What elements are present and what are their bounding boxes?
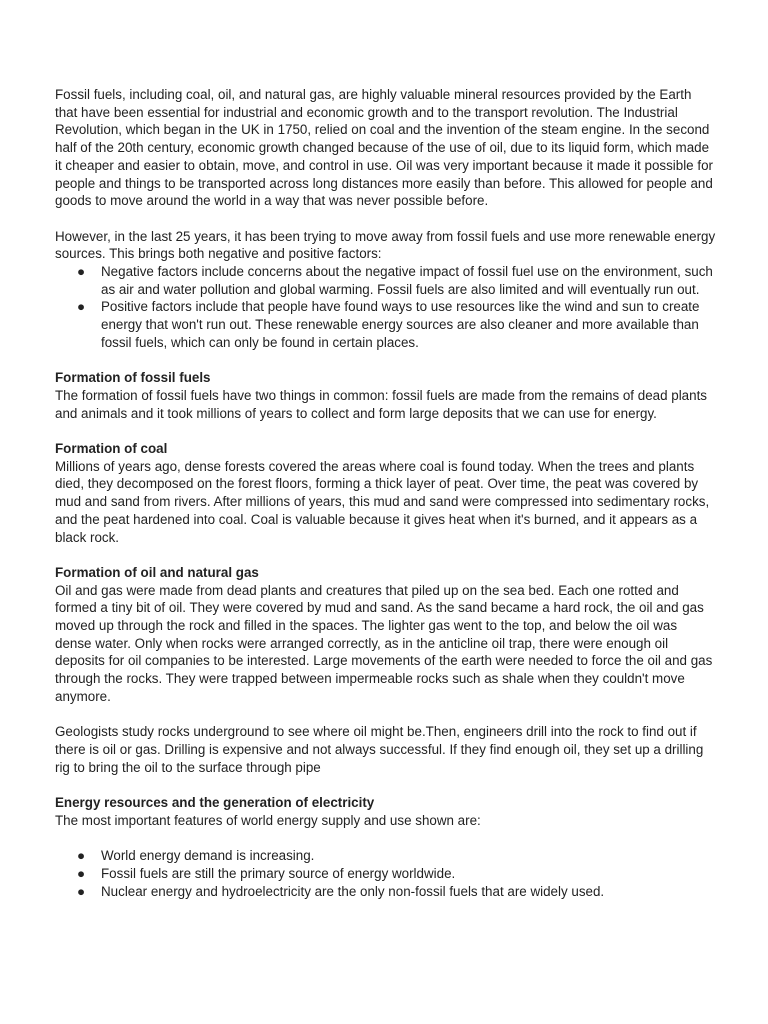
spacer: [55, 706, 717, 724]
section-heading-fossil: Formation of fossil fuels: [55, 370, 211, 386]
bullet-icon: ●: [77, 865, 86, 881]
section-heading-coal: Formation of coal: [55, 441, 168, 457]
spacer: [55, 352, 717, 370]
section-body-fossil: The formation of fossil fuels have two things in common: fossil fuels are made from the remains of dead plants and animals and it took millions of years to collect and form large deposits that we can use for energy.: [55, 387, 707, 421]
intro-paragraph-2: However, in the last 25 years, it has been trying to move away from fossil fuels and use more renewable energy sources. This brings both negative and positive factors:: [55, 228, 716, 262]
section-body-drilling: Geologists study rocks underground to see where oil might be.Then, engineers drill into the rock to find out if there is oil or gas. Drilling is expensive and not always successful. If they find enough oil, they set up a drilling rig to bring the oil to the surface through pipe: [55, 724, 704, 775]
list-item-text: Positive factors include that people have found ways to use resources like the wind and sun to create energy that won't run out. These renewable energy sources are also cleaner and more available than fossil fuels, which can only be found in certain places.: [101, 299, 700, 350]
spacer: [55, 210, 717, 228]
list-item-text: Negative factors include concerns about the negative impact of fossil fuel use on the environment, such as air and water pollution and global warming. Fossil fuels are also limited and will eventually run out.: [101, 264, 713, 297]
spacer: [55, 546, 717, 564]
factors-list: [55, 263, 717, 352]
list-item: [55, 883, 717, 901]
section-body-energy: The most important features of world energy supply and use shown are:: [55, 812, 481, 828]
list-item-text: Fossil fuels are still the primary source of energy worldwide.: [101, 865, 456, 881]
bullet-icon: ●: [77, 883, 86, 899]
bullet-icon: ●: [77, 299, 86, 315]
section-heading-energy: Energy resources and the generation of electricity: [55, 795, 375, 811]
bullet-icon: ●: [77, 264, 86, 280]
section-body-oil-gas: Oil and gas were made from dead plants and creatures that piled up on the sea bed. Each one rotted and formed a tiny bit of oil. They were covered by mud and sand. As the sand became a hard rock, the oil and gas moved up through the rock and filled in the spaces. The lighter gas went to the top, and below the oil was dense water. Only when rocks were arranged correctly, as in the anticline oil trap, there were enough oil deposits for oil companies to be interested. Large movements of the earth were needed to force the oil and gas through the rocks. They were trapped between impermeable rocks such as shale when they couldn't move anymore.: [55, 582, 713, 704]
spacer: [55, 776, 717, 794]
section-heading-oil-gas: Formation of oil and natural gas: [55, 564, 259, 580]
spacer: [55, 422, 717, 440]
document-page: [55, 86, 717, 900]
list-item-text: Nuclear energy and hydroelectricity are the only non-fossil fuels that are widely used.: [101, 883, 605, 899]
spacer: [55, 829, 717, 847]
list-item: [55, 865, 717, 883]
intro-paragraph-1: Fossil fuels, including coal, oil, and natural gas, are highly valuable mineral resources provided by the Earth that have been essential for industrial and economic growth and to the transport revolution. The Industrial Revolution, which began in the UK in 1750, relied on coal and the invention of the steam engine. In the second half of the 20th century, economic growth changed because of the use of oil, due to its liquid form, which made it cheaper and easier to obtain, move, and control in use. Oil was very important because it made it possible for people and things to be transported across long distances more easily than before. This allowed for people and goods to move around the world in a way that was never possible before.: [55, 87, 713, 209]
bullet-icon: ●: [77, 848, 86, 864]
list-item: [55, 847, 717, 865]
list-item: [55, 298, 717, 351]
energy-features-list: [55, 847, 717, 900]
list-item: [55, 263, 717, 298]
section-body-coal: Millions of years ago, dense forests covered the areas where coal is found today. When the trees and plants died, they decomposed on the forest floors, forming a thick layer of peat. Over time, the peat was covered by mud and sand from rivers. After millions of years, this mud and sand were compressed into sedimentary rocks, and the peat hardened into coal. Coal is valuable because it gives heat when it's burned, and it appears as a black rock.: [55, 458, 710, 545]
list-item-text: World energy demand is increasing.: [101, 848, 315, 864]
